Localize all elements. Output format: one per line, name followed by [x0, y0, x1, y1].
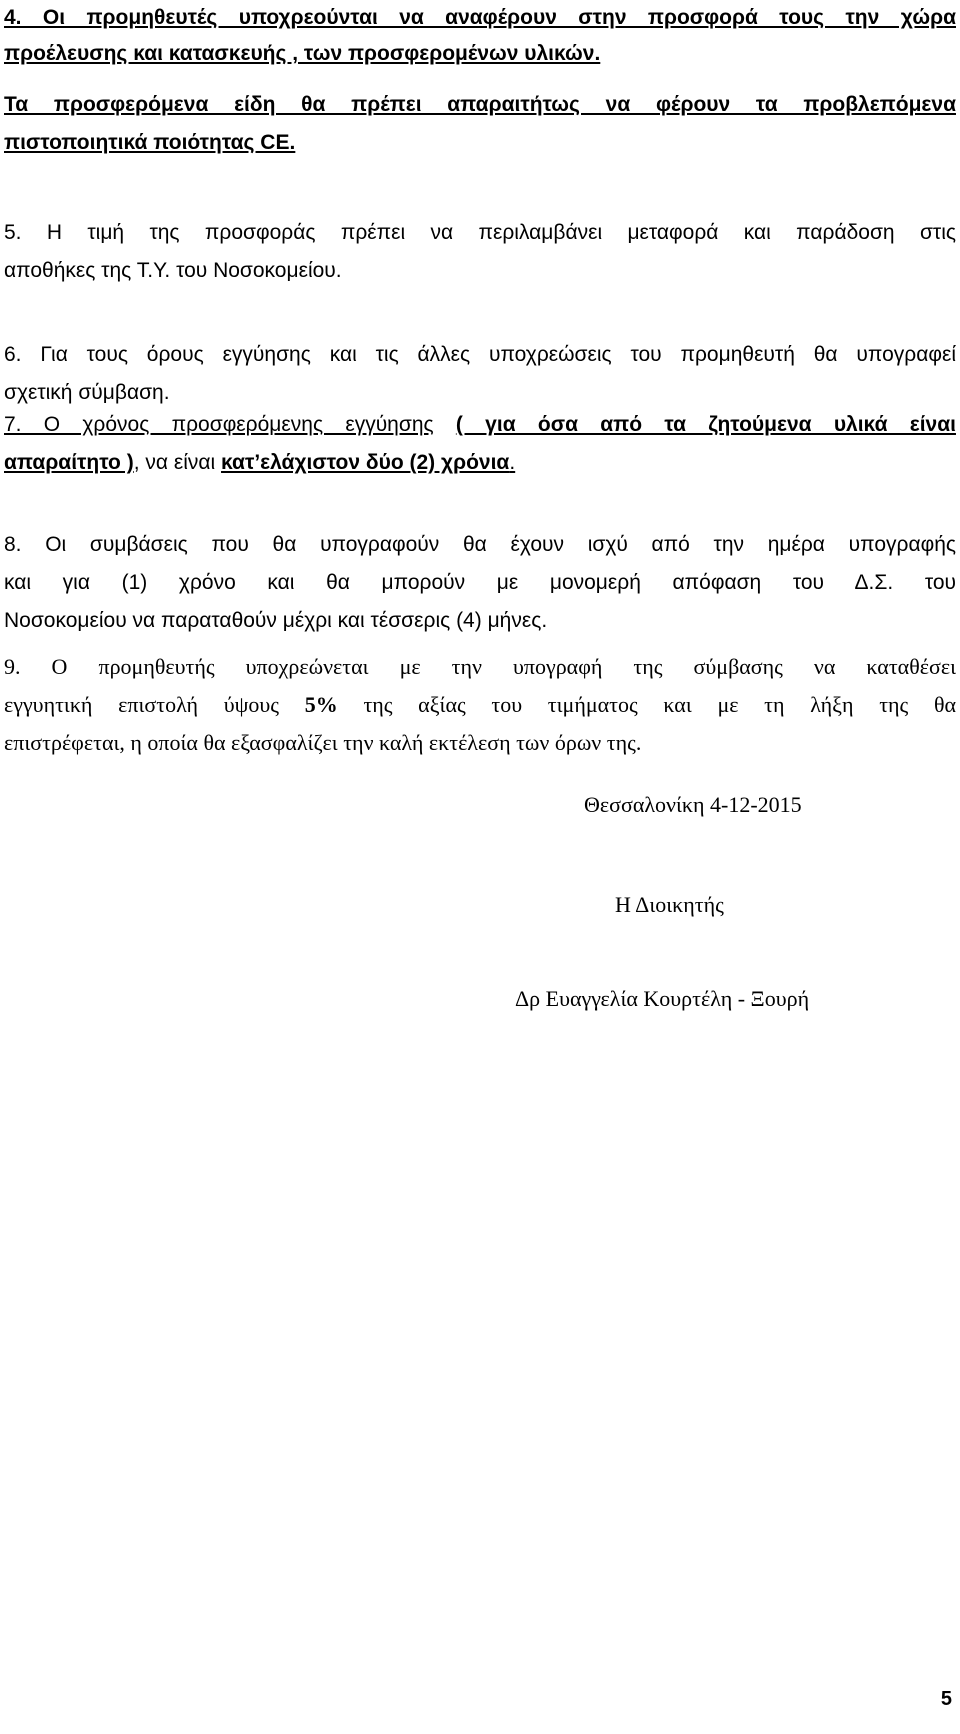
item-6-line-1: 6. Για τους όρους εγγύησης και τις άλλες υποχρεώσεις του προμηθευτή θα υπογραφεί: [4, 343, 956, 366]
item-7-line-1: [4, 406, 956, 444]
item-9-percent: 5%: [304, 692, 338, 717]
certificates-line-2: πιστοποιητικά ποιότητας CE.: [4, 131, 296, 154]
item-8-paragraph: [4, 526, 956, 640]
item-7-warranty-condition: ( για όσα από τα ζητούμενα υλικά είναι: [455, 413, 956, 436]
item-7-period: .: [509, 451, 516, 474]
item-6-paragraph: [4, 336, 956, 412]
item-4-line-1: 4. Οι προμηθευτές υποχρεούνται να αναφέρουν στην προσφορά τους την χώρα: [4, 6, 956, 29]
certificates-paragraph: [4, 86, 956, 162]
page-number: 5: [940, 1688, 952, 1710]
signature-place-date: Θεσσαλονίκη 4-12-2015: [584, 792, 802, 817]
item-7-warranty-text: 7. Ο χρόνος προσφερόμενης εγγύησης: [4, 413, 434, 436]
item-4-paragraph: [4, 0, 956, 72]
item-9-guarantee-text: εγγυητική επιστολή ύψους: [4, 692, 280, 717]
item-8-line-3: Νοσοκομείου να παραταθούν μέχρι και τέσσερις (4) μήνες.: [4, 609, 548, 632]
item-4-line-2: προέλευσης και κατασκευής , των προσφερομένων υλικών.: [4, 42, 601, 65]
item-8-line-2: και για (1) χρόνο και θα μπορούν με μονομερή απόφαση του Δ.Σ. του: [4, 571, 956, 594]
item-9-paragraph: [4, 648, 956, 762]
item-7-connector-text: , να είναι: [133, 451, 216, 474]
item-6-line-2: σχετική σύμβαση.: [4, 381, 170, 404]
item-7-minimum-years: κατ’ελάχιστον δύο (2) χρόνια: [221, 451, 510, 474]
item-7-line-2: [4, 444, 956, 482]
item-9-line-1: 9. Ο προμηθευτής υποχρεώνεται με την υπογραφή της σύμβασης να καταθέσει: [4, 654, 956, 679]
item-5-paragraph: [4, 214, 956, 290]
item-5-line-1: 5. Η τιμή της προσφοράς πρέπει να περιλαμβάνει μεταφορά και παράδοση στις: [4, 221, 956, 244]
item-9-line-2: [4, 686, 956, 724]
item-9-line-3: επιστρέφεται, η οποία θα εξασφαλίζει την καλή εκτέλεση των όρων της.: [4, 730, 642, 755]
item-8-line-1: 8. Οι συμβάσεις που θα υπογραφούν θα έχουν ισχύ από την ημέρα υπογραφής: [4, 533, 956, 556]
item-7-required-text: απαραίτητο ): [4, 451, 134, 474]
item-9-value-text: της αξίας του τιμήματος και με τη λήξη της θα: [363, 692, 957, 717]
certificates-line-1: Τα προσφερόμενα είδη θα πρέπει απαραιτήτως να φέρουν τα προβλεπόμενα: [4, 93, 956, 116]
signature-title: Η Διοικητής: [615, 892, 724, 917]
signature-name: Δρ Ευαγγελία Κουρτέλη - Ξουρή: [515, 986, 810, 1011]
item-7-paragraph: [4, 406, 956, 482]
item-5-line-2: αποθήκες της Τ.Υ. του Νοσοκομείου.: [4, 259, 342, 282]
